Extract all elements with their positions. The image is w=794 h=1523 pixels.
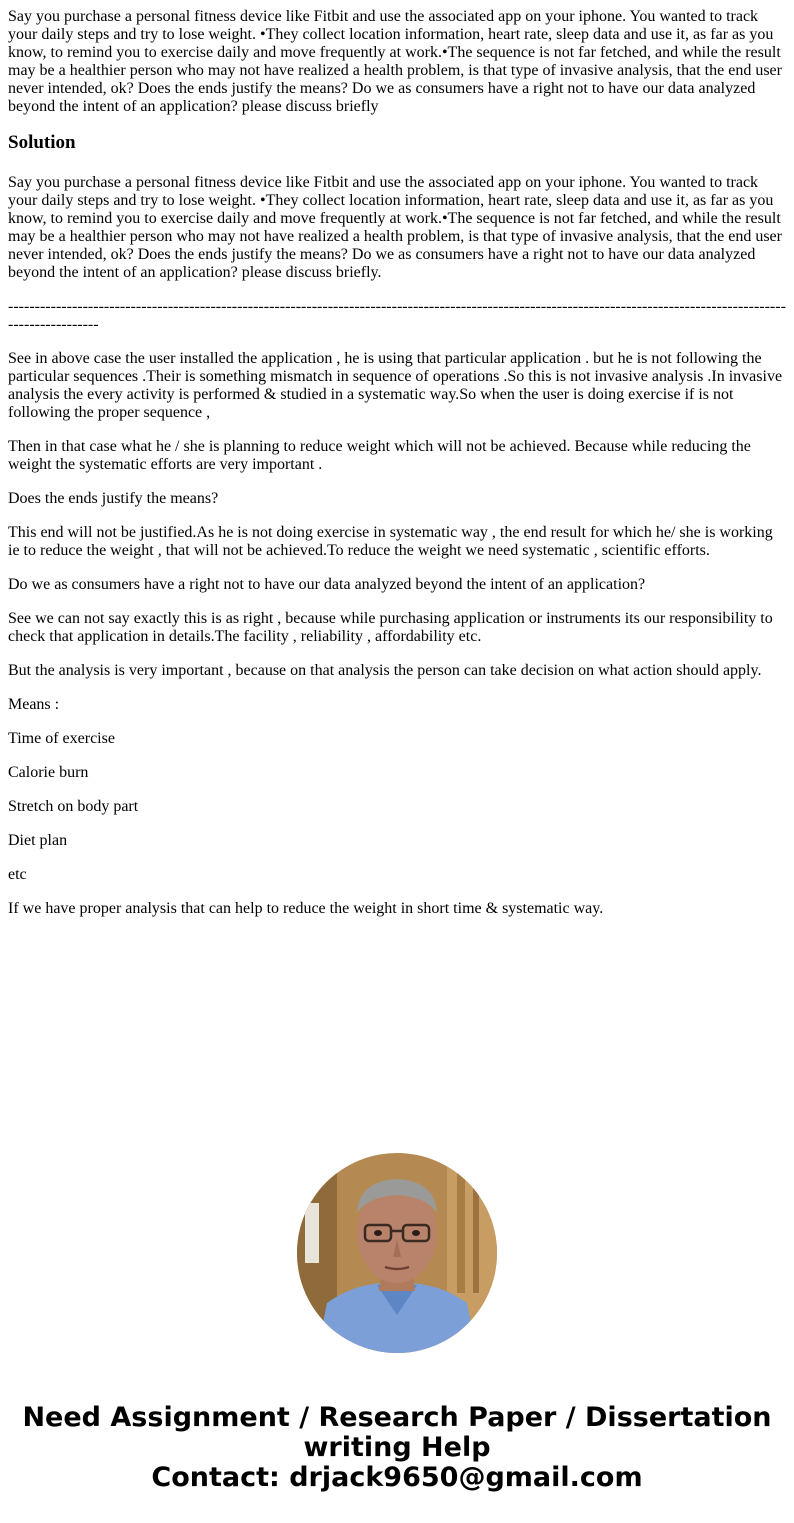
portrait-image [297, 1153, 497, 1353]
answer-paragraph-4: See we can not say exactly this is as right , because while purchasing application or instruments its our responsibility to check that application in details.The facility , reliability , affordability etc. [8, 610, 773, 645]
answer-paragraph-1: See in above case the user installed the application , he is using that particular application . but he is not following the particular sequences .Their is something mismatch in sequence of operations .So this is not invasive analysis .In invasive analysis the every activity is performed & studied in a systematic way.So when the user is doing exercise if is not following the proper sequence , [8, 350, 783, 421]
footer-banner [0, 1403, 794, 1493]
answer-paragraph-3: This end will not be justified.As he is not doing exercise in systematic way , the end result for which he/ she is working ie to reduce the weight , that will not be achieved.To reduce the weight we need systematic , scientific efforts. [8, 524, 773, 559]
author-avatar [297, 1153, 497, 1353]
answer-paragraph-2: Then in that case what he / she is planning to reduce weight which will not be achieved. Because while reducing the weight the systematic efforts are very important . [8, 438, 751, 473]
sub-question-ends-means: Does the ends justify the means? [8, 490, 219, 507]
means-item: Stretch on body part [8, 798, 139, 815]
footer-line-2: writing Help [303, 1432, 491, 1463]
means-item: Calorie burn [8, 764, 89, 781]
question-text: Say you purchase a personal fitness device like Fitbit and use the associated app on your iphone. You wanted to track your daily steps and try to lose weight. •They collect location information, heart rate, sleep data and use it, as far as you know, to remind you to exercise daily and move frequently at work.•The sequence is not far fetched, and while the result may be a healthier person who may not have realized a health problem, is that type of invasive analysis, that the end user never intended, ok? Does the ends justify the means? Do we as consumers have a right not to have our data analyzed beyond the intent of an application? please discuss briefly [8, 8, 782, 115]
restated-question: Say you purchase a personal fitness device like Fitbit and use the associated app on your iphone. You wanted to track your daily steps and try to lose weight. •They collect location information, heart rate, sleep data and use it, as far as you know, to remind you to exercise daily and move frequently at work.•The sequence is not far fetched, and while the result may be a healthier person who may not have realized a health problem, is that type of invasive analysis, that the end user never intended, ok? Does the ends justify the means? Do we as consumers have a right not to have our data analyzed beyond the intent of an application? please discuss briefly. [8, 174, 782, 281]
sub-question-consumer-rights: Do we as consumers have a right not to have our data analyzed beyond the intent of an application? [8, 576, 646, 593]
conclusion-paragraph: If we have proper analysis that can help to reduce the weight in short time & systematic way. [8, 900, 604, 917]
means-item: etc [8, 866, 27, 883]
means-item: Diet plan [8, 832, 68, 849]
answer-paragraph-5: But the analysis is very important , because on that analysis the person can take decision on what action should apply. [8, 662, 762, 679]
solution-heading: Solution [8, 132, 76, 153]
footer-contact: Contact: drjack9650@gmail.com [151, 1462, 643, 1493]
article [8, 8, 786, 934]
means-item: Time of exercise [8, 730, 115, 747]
means-label: Means : [8, 696, 60, 713]
footer-line-1: Need Assignment / Research Paper / Dissertation [22, 1402, 772, 1433]
divider-line: ------------------------------------------------------------------------------------------------------------------------------------------------------------------- [8, 298, 786, 333]
